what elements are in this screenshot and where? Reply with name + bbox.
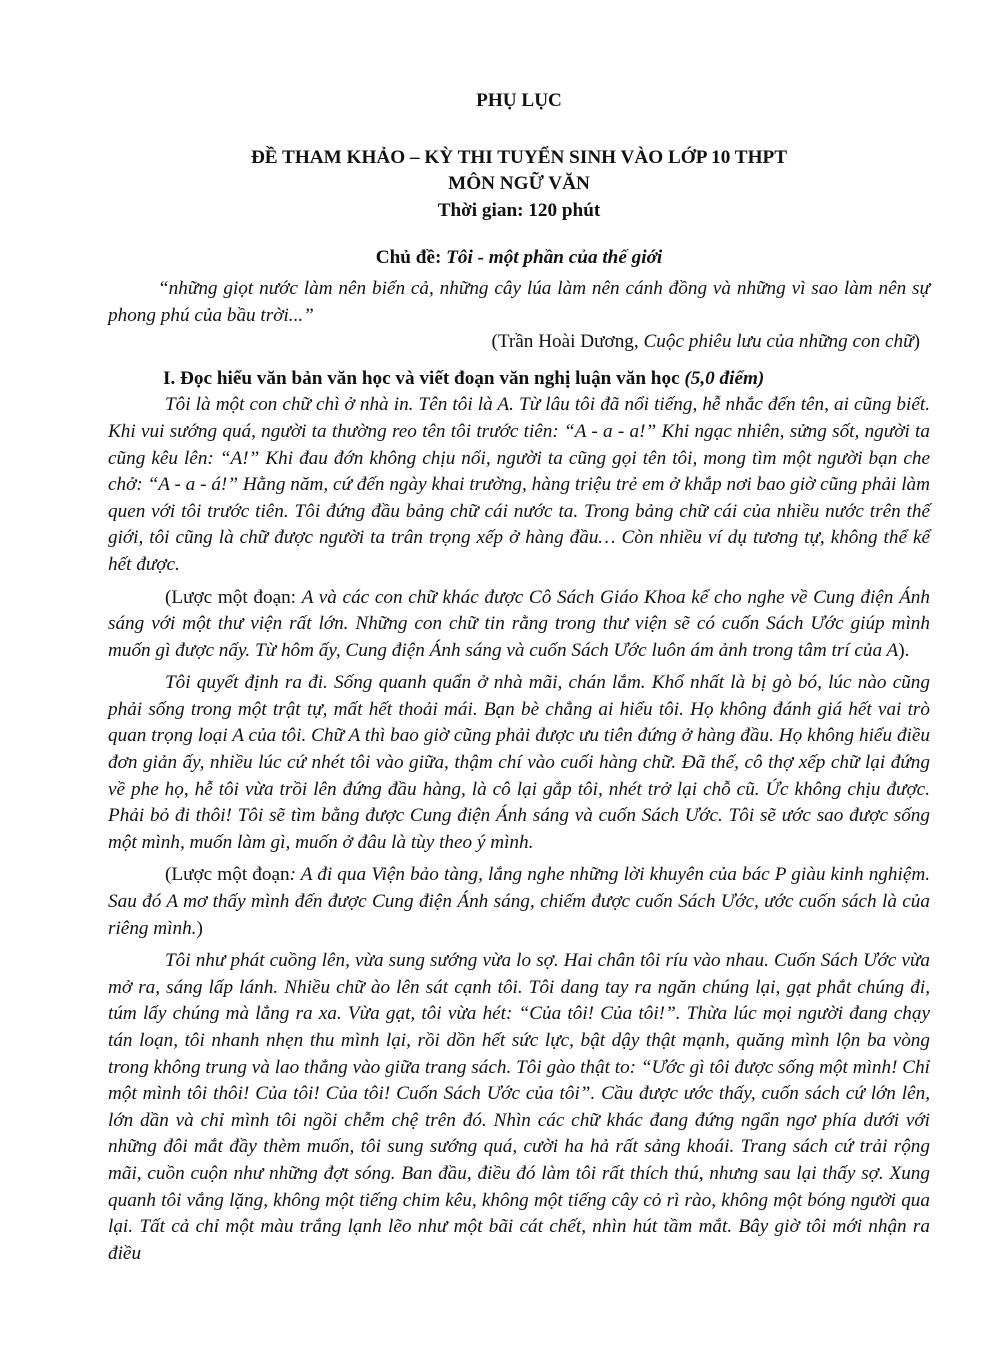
topic-line bbox=[108, 245, 930, 272]
section-title: I. Đọc hiểu văn bản văn học và viết đoạn văn nghị luận văn học bbox=[163, 367, 685, 389]
summary-1-label: (Lược một đoạn: bbox=[165, 586, 302, 608]
epigraph-work: Cuộc phiêu lưu của những con chữ bbox=[643, 331, 914, 353]
summary-1-close: ). bbox=[898, 639, 910, 661]
epigraph-close: ) bbox=[913, 331, 920, 353]
summary-1-text: A và các con chữ khác được Cô Sách Giáo Khoa kể cho nghe về Cung điện Ánh sáng với một thư viện rất lớn. Những con chữ tin rằng trong thư viện sẽ có cuốn Sách Ước giúp mình muốn gì được nấy. Từ hôm ấy, Cung điện Ánh sáng và cuốn Sách Ước luôn ám ảnh trong tâm trí của A bbox=[108, 586, 930, 661]
summary-2-label: (Lược một đoạn bbox=[165, 864, 290, 886]
exam-duration: Thời gian: 120 phút bbox=[437, 199, 601, 221]
passage-summary-1 bbox=[108, 585, 930, 665]
topic-value: Tôi - một phần của thế giới bbox=[446, 247, 663, 269]
summary-2-close: ) bbox=[196, 917, 203, 939]
subject-heading: MÔN NGỮ VĂN bbox=[448, 173, 590, 195]
section-points: (5,0 điểm) bbox=[684, 367, 765, 389]
passage-paragraph-3: Tôi như phát cuồng lên, vừa sung sướng vừa lo sợ. Hai chân tôi ríu vào nhau. Cuốn Sách Ước vừa mở ra, sáng lấp lánh. Nhiều chữ ào lên sát cạnh tôi. Tôi dang tay ra ngăn chúng lại, gạt phắt chúng đi, túm lấy chúng mà lẳng ra xa. Vừa gạt, tôi vừa hét: “Của tôi! Của tôi!”. Thừa lúc mọi người đang chạy tán loạn, tôi nhanh nhẹn thu mình lại, rồi dồn hết sức lực, bật dậy thật mạnh, quăng mình lộn ba vòng trong không trung và lao thẳng vào giữa trang sách. Tôi gào thật to: “Ước gì tôi được sống một mình! Chỉ một mình tôi thôi! Của tôi! Của tôi! Cuốn Sách Ước của tôi”. Cầu được ước thấy, cuốn sách cứ lớn lên, lớn dần và chỉ mình tôi ngồi chễm chệ trên đó. Nhìn các chữ khác đang đứng ngẩn ngơ phía dưới với những đôi mắt đầy thèm muốn, tôi sung sướng quá, cười ha hả rất sảng khoái. Trang sách cứ trải rộng mãi, cuồn cuộn như những đợt sóng. Ban đầu, điều đó làm tôi rất thích thú, nhưng sau lại thấy sợ. Xung quanh tôi vắng lặng, không một tiếng chim kêu, không một tiếng cây cỏ rì rào, không một bóng người qua lại. Tất cả chỉ một màu trắng lạnh lẽo như một bãi cát chết, nhìn hút tầm mắt. Bây giờ tôi mới nhận ra điều bbox=[108, 950, 930, 1264]
epigraph-author: (Trần Hoài Dương, bbox=[491, 331, 644, 353]
epigraph-quote: “những giọt nước làm nên biển cả, những cây lúa làm nên cánh đồng và những vì sao làm nên sự phong phú của bầu trời...” bbox=[108, 277, 930, 326]
summary-2-text: : A đi qua Viện bảo tàng, lắng nghe những lời khuyên của bác P giàu kinh nghiệm. Sau đó A mơ thấy mình đến được Cung điện Ánh sáng, chiếm được cuốn Sách Ước, ước cuốn sách là của riêng mình. bbox=[108, 864, 930, 939]
passage-paragraph-1: Tôi là một con chữ chì ở nhà in. Tên tôi là A. Từ lâu tôi đã nổi tiếng, hễ nhắc đến tên, ai cũng biết. Khi vui sướng quá, người ta thường reo tên tôi trước tiên: “A - a - a!” Khi ngạc nhiên, sửng sốt, người ta cũng kêu lên: “A!” Khi đau đớn không chịu nổi, người ta cũng gọi tên tôi, mong tìm một người bạn che chở: “A - a - á!” Hằng năm, cứ đến ngày khai trường, hàng triệu trẻ em ở khắp nơi bao giờ cũng phải làm quen với tôi trước tiên. Tôi đứng đầu bảng chữ cái nước ta. Trong bảng chữ cái của nhiều nước trên thế giới, tôi cũng là chữ được người ta trân trọng xếp ở hàng đầu… Còn nhiều ví dụ tương tự, không thể kể hết được. bbox=[108, 394, 930, 575]
passage-paragraph-2: Tôi quyết định ra đi. Sống quanh quẩn ở nhà mãi, chán lắm. Khổ nhất là bị gò bó, lúc nào cũng phải sống trong một trật tự, mất hết thoải mái. Bạn bè chẳng ai hiểu tôi. Họ không đánh giá hết vai trò quan trọng loại A của tôi. Chữ A thì bao giờ cũng phải được ưu tiên đứng ở hàng đầu. Họ không hiểu điều đơn giản ấy, nhiều lúc cứ nhét tôi vào giữa, thậm chí vào cuối hàng chữ. Đã thế, cô thợ xếp chữ lại đứng về phe họ, hễ tôi vừa trồi lên đứng đầu hàng, là cô lại gắp tôi, nhét trở lại chỗ cũ. Ức không chịu được. Phải bỏ đi thôi! Tôi sẽ tìm bằng được Cung điện Ánh sáng và cuốn Sách Ước. Tôi sẽ ước sao được sống một mình, muốn làm gì, muốn ở đâu là tùy theo ý mình. bbox=[108, 672, 930, 853]
section-heading bbox=[108, 366, 930, 393]
topic-label: Chủ đề: bbox=[375, 247, 447, 269]
appendix-heading: PHỤ LỤC bbox=[476, 90, 562, 111]
passage-summary-2 bbox=[108, 862, 930, 942]
epigraph-source bbox=[108, 329, 930, 356]
exam-title: ĐỀ THAM KHẢO – KỲ THI TUYỂN SINH VÀO LỚP 10 THPT bbox=[250, 146, 788, 168]
